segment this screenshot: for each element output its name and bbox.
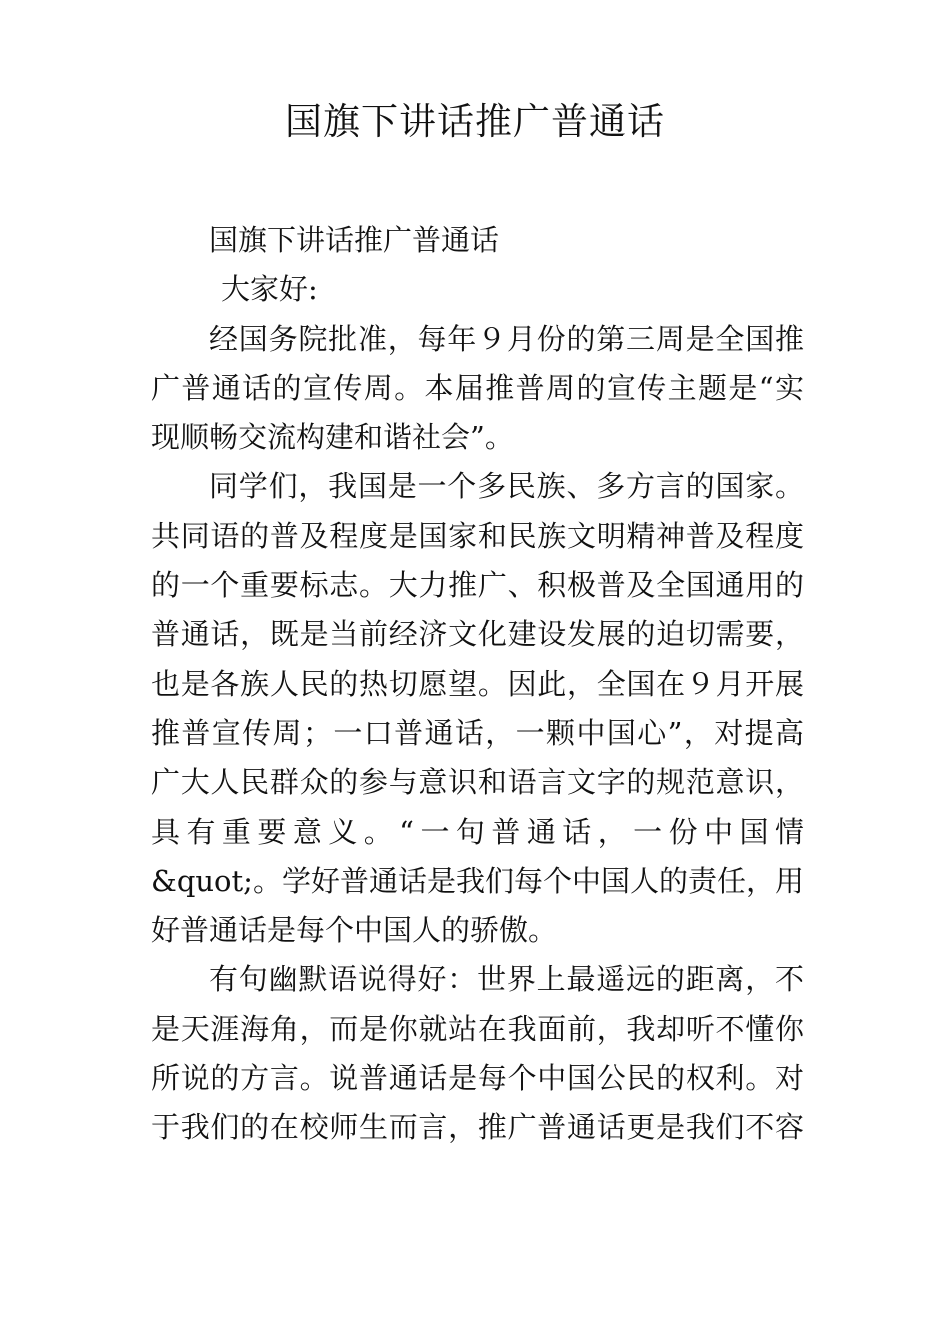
paragraph-2-line-2: 共同语的普及程度是国家和民族文明精神普及程度 <box>151 518 804 553</box>
paragraph-2-line-5: 也是各族人民的热切愿望。因此，全国在９月开展 <box>151 666 804 701</box>
paragraph-3-line-4: 于我们的在校师生而言，推广普通话更是我们不容 <box>151 1110 804 1145</box>
document-title: 国旗下讲话推广普通话 <box>285 100 665 143</box>
paragraph-2-line-4: 普通话，既是当前经济文化建设发展的迫切需要， <box>151 617 804 652</box>
paragraph-2-line-10: 好普通话是每个中国人的骄傲。 <box>151 913 558 948</box>
paragraph-2-line-9: &quot;。学好普通话是我们每个中国人的责任，用 <box>151 863 804 898</box>
paragraph-3-line-3: 所说的方言。说普通话是每个中国公民的权利。对 <box>151 1061 804 1096</box>
paragraph-2-line-3: 的一个重要标志。大力推广、积极普及全国通用的 <box>151 568 804 603</box>
subtitle-line: 国旗下讲话推广普通话 <box>209 223 500 257</box>
paragraph-3-line-1: 有句幽默语说得好：世界上最遥远的距离，不 <box>209 962 804 997</box>
document-body <box>151 216 804 1153</box>
paragraph-3-line-2: 是天涯海角，而是你就站在我面前，我却听不懂你 <box>151 1011 804 1046</box>
paragraph-1-line-1: 经国务院批准，每年９月份的第三周是全国推 <box>209 321 804 356</box>
paragraph-2-line-8: 具有重要意义。“一句普通话，一份中国情 <box>151 814 804 849</box>
paragraph-1-line-2: 广普通话的宣传周。本届推普周的宣传主题是“实 <box>151 370 804 405</box>
paragraph-2-line-1: 同学们，我国是一个多民族、多方言的国家。 <box>209 469 804 504</box>
paragraph-1-line-3: 现顺畅交流构建和谐社会”。 <box>151 420 514 455</box>
paragraph-2-line-6: 推普宣传周；一口普通话，一颗中国心”，对提高 <box>151 715 804 750</box>
greeting-line: 大家好: <box>221 272 318 307</box>
paragraph-2-line-7: 广大人民群众的参与意识和语言文字的规范意识， <box>151 765 804 800</box>
